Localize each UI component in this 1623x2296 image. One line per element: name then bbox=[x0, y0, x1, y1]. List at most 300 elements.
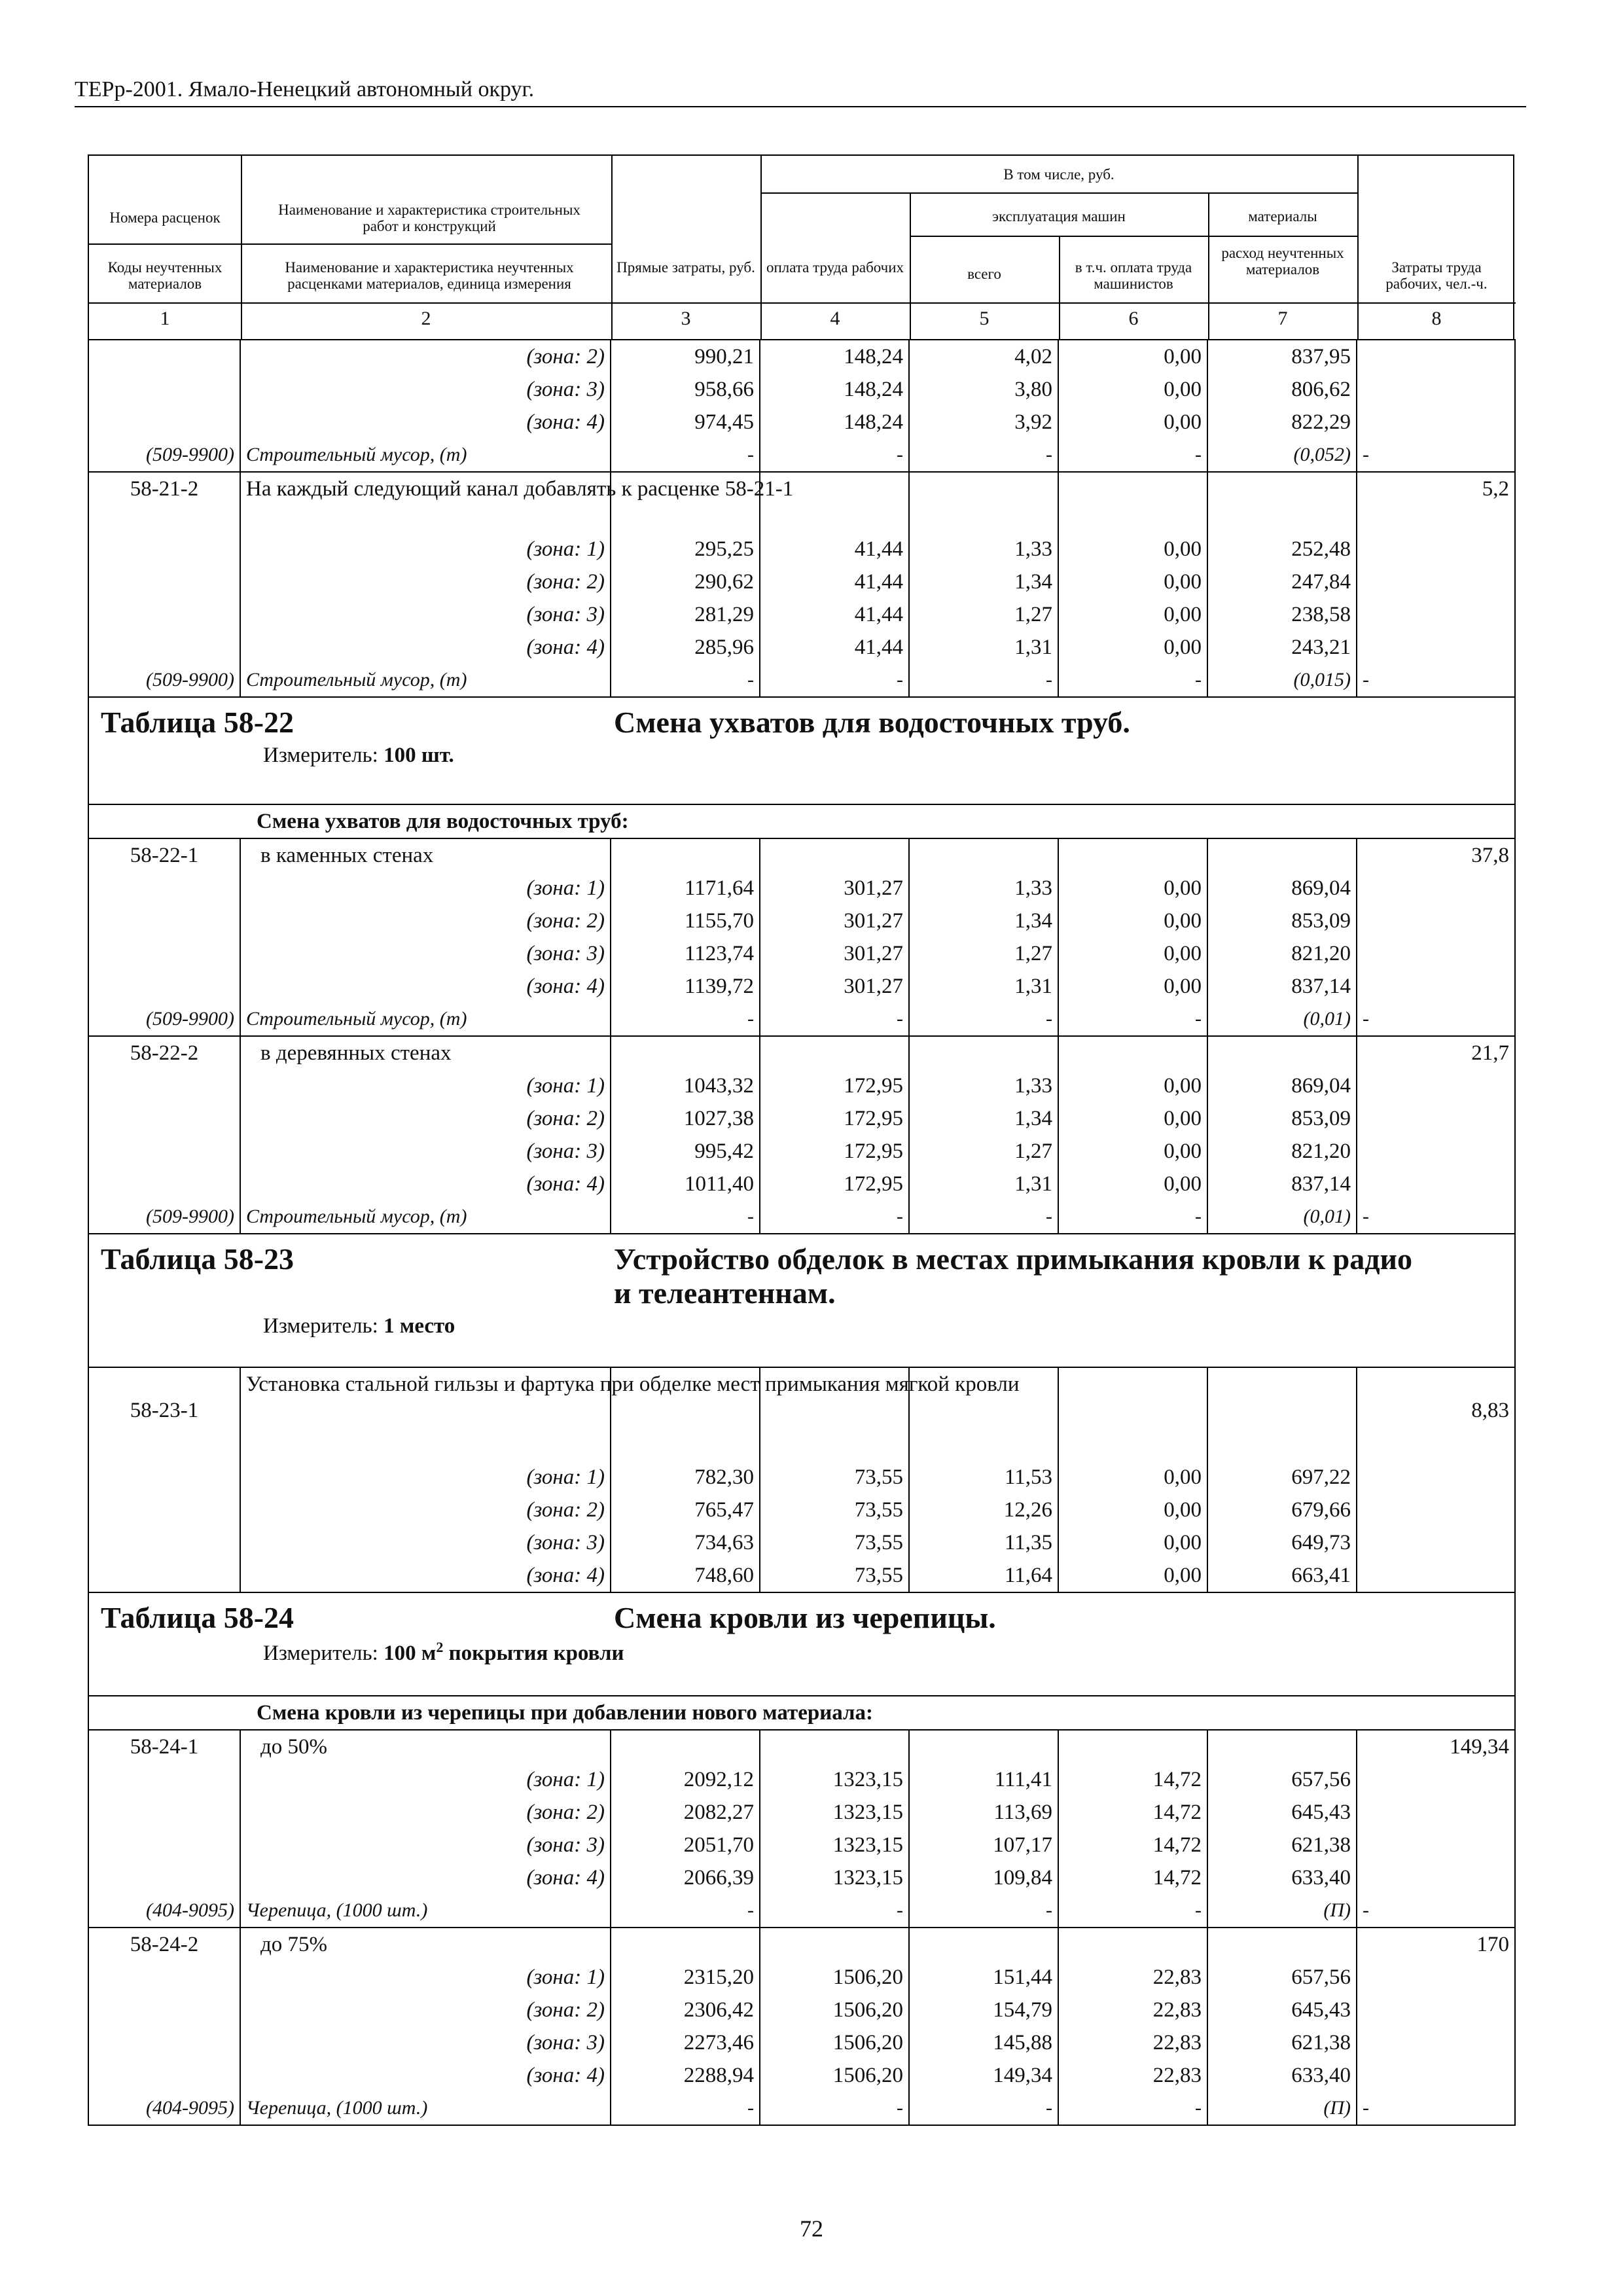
unaccounted-material-row bbox=[88, 1200, 1515, 1234]
rate-name: в деревянных стенах bbox=[240, 1036, 611, 1069]
material-code: (509-9900) bbox=[88, 439, 240, 472]
direct-cost: 1027,38 bbox=[611, 1102, 760, 1135]
materials: 837,14 bbox=[1207, 970, 1357, 1003]
direct-cost: 1043,32 bbox=[611, 1069, 760, 1102]
labor-wage: 41,44 bbox=[760, 631, 909, 664]
zone-label: (зона: 2) bbox=[240, 340, 611, 373]
direct-cost: 1011,40 bbox=[611, 1168, 760, 1200]
direct-cost: 2288,94 bbox=[611, 2059, 760, 2092]
machinists-wage: 0,00 bbox=[1058, 565, 1207, 598]
labor-wage: 172,95 bbox=[760, 1135, 909, 1168]
row-divider bbox=[760, 192, 1357, 194]
machinists-wage: 0,00 bbox=[1058, 373, 1207, 406]
zone-label: (зона: 3) bbox=[240, 598, 611, 631]
unaccounted-material-row bbox=[88, 2092, 1515, 2125]
col-number: 4 bbox=[830, 308, 840, 329]
direct-cost: 974,45 bbox=[611, 406, 760, 439]
machinists-wage: 0,00 bbox=[1058, 533, 1207, 565]
machines-total: 154,79 bbox=[909, 1994, 1058, 2026]
rates-table bbox=[88, 339, 1516, 2126]
table-row bbox=[88, 373, 1515, 406]
rate-code: 58-23-1 bbox=[88, 1367, 240, 1461]
column-numbers bbox=[88, 302, 1514, 340]
materials: 822,29 bbox=[1207, 406, 1357, 439]
zone-label: (зона: 1) bbox=[240, 1763, 611, 1796]
material-qty: (0,052) bbox=[1207, 439, 1357, 472]
materials: 247,84 bbox=[1207, 565, 1357, 598]
rate-code: 58-22-1 bbox=[88, 838, 240, 872]
unit-value-a: 100 м bbox=[383, 1641, 437, 1665]
dash: - bbox=[1357, 439, 1515, 472]
table-row bbox=[88, 2026, 1515, 2059]
machines-total: 11,53 bbox=[909, 1461, 1058, 1494]
dash: - bbox=[760, 2092, 909, 2125]
labor-wage: 1323,15 bbox=[760, 1829, 909, 1861]
zone-label: (зона: 4) bbox=[240, 1559, 611, 1592]
machines-total: 11,64 bbox=[909, 1559, 1058, 1592]
col-number: 6 bbox=[1128, 308, 1139, 329]
direct-cost: 1139,72 bbox=[611, 970, 760, 1003]
rate-code: 58-24-1 bbox=[88, 1730, 240, 1763]
code-cell bbox=[88, 340, 240, 373]
direct-cost: 782,30 bbox=[611, 1461, 760, 1494]
table-row bbox=[88, 838, 1515, 872]
labor-wage: 148,24 bbox=[760, 406, 909, 439]
machinists-wage: 0,00 bbox=[1058, 1494, 1207, 1526]
table-row bbox=[88, 970, 1515, 1003]
material-name: Строительный мусор, (т) bbox=[240, 439, 611, 472]
labor-wage: 41,44 bbox=[760, 533, 909, 565]
table-row bbox=[88, 937, 1515, 970]
zone-label: (зона: 2) bbox=[240, 1494, 611, 1526]
labor-wage: 301,27 bbox=[760, 937, 909, 970]
labor-hours: 8,83 bbox=[1357, 1367, 1515, 1461]
labor-wage: 41,44 bbox=[760, 598, 909, 631]
labor-hours: 5,2 bbox=[1357, 472, 1515, 533]
labor-hours: 37,8 bbox=[1357, 838, 1515, 872]
dash: - bbox=[909, 439, 1058, 472]
dash: - bbox=[909, 2092, 1058, 2125]
table-section-header bbox=[88, 1234, 1515, 1367]
unit-line bbox=[101, 744, 1503, 768]
labor-wage: 1323,15 bbox=[760, 1796, 909, 1829]
materials: 621,38 bbox=[1207, 1829, 1357, 1861]
table-row bbox=[88, 533, 1515, 565]
machinists-wage: 22,83 bbox=[1058, 1961, 1207, 1994]
machinists-wage: 0,00 bbox=[1058, 970, 1207, 1003]
col-number: 2 bbox=[421, 308, 431, 329]
machines-total: 151,44 bbox=[909, 1961, 1058, 1994]
rate-name: до 75% bbox=[240, 1928, 611, 1961]
material-name: Строительный мусор, (т) bbox=[240, 1200, 611, 1234]
zone-label: (зона: 4) bbox=[240, 1861, 611, 1894]
material-code: (509-9900) bbox=[88, 664, 240, 697]
unit-value bbox=[383, 1641, 624, 1665]
zone-label: (зона: 4) bbox=[240, 970, 611, 1003]
table-row bbox=[88, 2059, 1515, 2092]
materials: 663,41 bbox=[1207, 1559, 1357, 1592]
machinists-wage: 0,00 bbox=[1058, 1526, 1207, 1559]
table-number: Таблица 58-23 bbox=[101, 1242, 294, 1276]
rate-code: 58-21-2 bbox=[88, 472, 240, 533]
machines-total: 1,34 bbox=[909, 905, 1058, 937]
unit-line bbox=[101, 1639, 1503, 1666]
labor-hours: 21,7 bbox=[1357, 1036, 1515, 1069]
machinists-wage: 14,72 bbox=[1058, 1861, 1207, 1894]
materials: 657,56 bbox=[1207, 1763, 1357, 1796]
dash: - bbox=[1357, 1200, 1515, 1234]
unaccounted-material-row bbox=[88, 1003, 1515, 1036]
materials: 869,04 bbox=[1207, 1069, 1357, 1102]
running-header: ТЕРр-2001. Ямало-Ненецкий автономный округ. bbox=[75, 77, 535, 101]
dash: - bbox=[611, 1200, 760, 1234]
direct-cost: 734,63 bbox=[611, 1526, 760, 1559]
materials: 252,48 bbox=[1207, 533, 1357, 565]
direct-cost: 995,42 bbox=[611, 1135, 760, 1168]
zone-label: (зона: 1) bbox=[240, 1461, 611, 1494]
materials: 853,09 bbox=[1207, 905, 1357, 937]
machinists-wage: 0,00 bbox=[1058, 872, 1207, 905]
col1-top-label: Номера расценок bbox=[109, 209, 221, 226]
material-name: Черепица, (1000 шт.) bbox=[240, 2092, 611, 2125]
unit-label: Измеритель: bbox=[263, 744, 384, 767]
dash: - bbox=[760, 1894, 909, 1928]
zone-label: (зона: 3) bbox=[240, 2026, 611, 2059]
table-row bbox=[88, 340, 1515, 373]
table-row bbox=[88, 1928, 1515, 1961]
unaccounted-material-row bbox=[88, 664, 1515, 697]
unit-value-b: покрытия кровли bbox=[443, 1641, 624, 1665]
labor-wage: 172,95 bbox=[760, 1168, 909, 1200]
machinists-wage: 0,00 bbox=[1058, 406, 1207, 439]
direct-cost: 281,29 bbox=[611, 598, 760, 631]
row-divider bbox=[89, 243, 611, 245]
col2-bottom-label: Наименование и характеристика неучтенных расценками материалов, единица измерения bbox=[285, 259, 574, 292]
col-divider bbox=[241, 156, 242, 304]
unaccounted-material-row bbox=[88, 1894, 1515, 1928]
table-row bbox=[88, 1036, 1515, 1069]
unit-label: Измеритель: bbox=[263, 1641, 384, 1665]
zone-label: (зона: 2) bbox=[240, 1796, 611, 1829]
dash: - bbox=[760, 439, 909, 472]
col5-label: всего bbox=[967, 266, 1001, 282]
labor-wage: 172,95 bbox=[760, 1102, 909, 1135]
col7-label: расход неучтенных материалов bbox=[1221, 245, 1344, 278]
dash: - bbox=[1357, 1894, 1515, 1928]
dash: - bbox=[1058, 664, 1207, 697]
machines-total: 3,92 bbox=[909, 406, 1058, 439]
direct-cost: 2092,12 bbox=[611, 1763, 760, 1796]
materials: 853,09 bbox=[1207, 1102, 1357, 1135]
direct-cost: 2066,39 bbox=[611, 1861, 760, 1894]
machinists-wage: 14,72 bbox=[1058, 1763, 1207, 1796]
materials: 806,62 bbox=[1207, 373, 1357, 406]
machinists-wage: 0,00 bbox=[1058, 937, 1207, 970]
table-row bbox=[88, 1102, 1515, 1135]
rate-name: в каменных стенах bbox=[240, 838, 611, 872]
machinists-wage: 0,00 bbox=[1058, 1168, 1207, 1200]
table-row bbox=[88, 1135, 1515, 1168]
materials: 238,58 bbox=[1207, 598, 1357, 631]
labor-wage: 148,24 bbox=[760, 340, 909, 373]
machinists-wage: 0,00 bbox=[1058, 1135, 1207, 1168]
machinists-wage: 0,00 bbox=[1058, 631, 1207, 664]
table-row bbox=[88, 1994, 1515, 2026]
materials: 633,40 bbox=[1207, 1861, 1357, 1894]
table-row bbox=[88, 631, 1515, 664]
dash: - bbox=[611, 1003, 760, 1036]
zone-label: (зона: 3) bbox=[240, 373, 611, 406]
direct-cost: 2315,20 bbox=[611, 1961, 760, 1994]
table-title: Устройство обделок в местах примыкания кровли к радио и телеантеннам. bbox=[614, 1242, 1412, 1310]
machines-total: 1,31 bbox=[909, 1168, 1058, 1200]
machines-total: 107,17 bbox=[909, 1829, 1058, 1861]
materials: 645,43 bbox=[1207, 1796, 1357, 1829]
machines-total: 145,88 bbox=[909, 2026, 1058, 2059]
material-code: (509-9900) bbox=[88, 1003, 240, 1036]
machines-total: 1,33 bbox=[909, 1069, 1058, 1102]
materials: 869,04 bbox=[1207, 872, 1357, 905]
materials: 837,14 bbox=[1207, 1168, 1357, 1200]
machinists-wage: 14,72 bbox=[1058, 1829, 1207, 1861]
dash: - bbox=[611, 664, 760, 697]
col1-bottom-label: Коды неучтенных материалов bbox=[107, 259, 223, 292]
col-number: 1 bbox=[160, 308, 170, 329]
dash: - bbox=[1058, 1003, 1207, 1036]
direct-cost: 2273,46 bbox=[611, 2026, 760, 2059]
dash: - bbox=[611, 439, 760, 472]
machines-total: 4,02 bbox=[909, 340, 1058, 373]
col-divider bbox=[1357, 156, 1359, 304]
col6-label: в т.ч. оплата труда машинистов bbox=[1075, 259, 1192, 292]
machines-total: 109,84 bbox=[909, 1861, 1058, 1894]
table-row bbox=[88, 1069, 1515, 1102]
materials: 821,20 bbox=[1207, 1135, 1357, 1168]
table-section-header bbox=[88, 1592, 1515, 1696]
zone-label: (зона: 4) bbox=[240, 1168, 611, 1200]
labor-wage: 301,27 bbox=[760, 905, 909, 937]
zone-label: (зона: 2) bbox=[240, 565, 611, 598]
zone-label: (зона: 4) bbox=[240, 631, 611, 664]
table-number: Таблица 58-22 bbox=[101, 706, 294, 739]
materials-label: материалы bbox=[1248, 208, 1317, 224]
table-row bbox=[88, 472, 1515, 533]
machinists-wage: 22,83 bbox=[1058, 1994, 1207, 2026]
zone-label: (зона: 1) bbox=[240, 533, 611, 565]
zone-label: (зона: 3) bbox=[240, 1526, 611, 1559]
material-code: (509-9900) bbox=[88, 1200, 240, 1234]
dash: - bbox=[909, 664, 1058, 697]
machinists-wage: 22,83 bbox=[1058, 2026, 1207, 2059]
materials: 243,21 bbox=[1207, 631, 1357, 664]
direct-cost: 295,25 bbox=[611, 533, 760, 565]
material-qty: (П) bbox=[1207, 2092, 1357, 2125]
material-code: (404-9095) bbox=[88, 1894, 240, 1928]
direct-cost: 1155,70 bbox=[611, 905, 760, 937]
col-number: 7 bbox=[1277, 308, 1288, 329]
materials: 821,20 bbox=[1207, 937, 1357, 970]
labor-wage: 1506,20 bbox=[760, 2059, 909, 2092]
materials: 657,56 bbox=[1207, 1961, 1357, 1994]
labor-hours: 149,34 bbox=[1357, 1730, 1515, 1763]
direct-cost: 285,96 bbox=[611, 631, 760, 664]
machines-total: 1,34 bbox=[909, 565, 1058, 598]
labor-wage: 301,27 bbox=[760, 872, 909, 905]
material-name: Строительный мусор, (т) bbox=[240, 1003, 611, 1036]
table-row bbox=[88, 1494, 1515, 1526]
material-code: (404-9095) bbox=[88, 2092, 240, 2125]
table-row bbox=[88, 598, 1515, 631]
labor-wage: 1506,20 bbox=[760, 2026, 909, 2059]
dash: - bbox=[760, 664, 909, 697]
labor-wage: 301,27 bbox=[760, 970, 909, 1003]
table-row bbox=[88, 1961, 1515, 1994]
direct-cost: 290,62 bbox=[611, 565, 760, 598]
labor-wage: 1506,20 bbox=[760, 1994, 909, 2026]
dash: - bbox=[611, 2092, 760, 2125]
subgroup-title: Смена ухватов для водосточных труб: bbox=[88, 804, 1515, 838]
col3-label: Прямые затраты, руб. bbox=[616, 259, 755, 276]
labor-wage: 73,55 bbox=[760, 1559, 909, 1592]
table-row bbox=[88, 1861, 1515, 1894]
dash: - bbox=[909, 1200, 1058, 1234]
material-qty: (0,01) bbox=[1207, 1003, 1357, 1036]
materials: 633,40 bbox=[1207, 2059, 1357, 2092]
machines-total: 1,31 bbox=[909, 970, 1058, 1003]
material-qty: (0,01) bbox=[1207, 1200, 1357, 1234]
dash: - bbox=[1058, 1894, 1207, 1928]
machinists-wage: 0,00 bbox=[1058, 1461, 1207, 1494]
labor-hours bbox=[1357, 340, 1515, 373]
table-row bbox=[88, 1168, 1515, 1200]
materials: 645,43 bbox=[1207, 1994, 1357, 2026]
unit-line bbox=[101, 1314, 1503, 1338]
material-qty: (0,015) bbox=[1207, 664, 1357, 697]
direct-cost: 990,21 bbox=[611, 340, 760, 373]
col-number: 8 bbox=[1431, 308, 1442, 329]
machinists-wage: 14,72 bbox=[1058, 1796, 1207, 1829]
machines-total: 1,34 bbox=[909, 1102, 1058, 1135]
machinists-wage: 0,00 bbox=[1058, 905, 1207, 937]
materials: 679,66 bbox=[1207, 1494, 1357, 1526]
labor-wage: 73,55 bbox=[760, 1461, 909, 1494]
zone-label: (зона: 1) bbox=[240, 872, 611, 905]
machines-total: 1,33 bbox=[909, 872, 1058, 905]
labor-wage: 148,24 bbox=[760, 373, 909, 406]
col2-top-label: Наименование и характеристика строительных работ и конструкций bbox=[278, 202, 580, 234]
machinists-wage: 0,00 bbox=[1058, 1559, 1207, 1592]
material-name: Строительный мусор, (т) bbox=[240, 664, 611, 697]
machines-total: 1,27 bbox=[909, 1135, 1058, 1168]
dash: - bbox=[1058, 2092, 1207, 2125]
zone-label: (зона: 4) bbox=[240, 406, 611, 439]
rate-name: Установка стальной гильзы и фартука при обделке мест примыкания мягкой кровли bbox=[240, 1367, 611, 1461]
rate-name: до 50% bbox=[240, 1730, 611, 1763]
machines-total: 1,33 bbox=[909, 533, 1058, 565]
col-number: 3 bbox=[681, 308, 691, 329]
table-row bbox=[88, 1559, 1515, 1592]
direct-cost: 748,60 bbox=[611, 1559, 760, 1592]
machinists-wage: 0,00 bbox=[1058, 1069, 1207, 1102]
row-divider bbox=[1208, 236, 1357, 237]
subgroup-title: Смена кровли из черепицы при добавлении нового материала: bbox=[88, 1696, 1515, 1730]
direct-cost: 2082,27 bbox=[611, 1796, 760, 1829]
machines-total: 3,80 bbox=[909, 373, 1058, 406]
col-number: 5 bbox=[979, 308, 990, 329]
dash: - bbox=[760, 1003, 909, 1036]
material-qty: (П) bbox=[1207, 1894, 1357, 1928]
col8-label: Затраты труда рабочих, чел.-ч. bbox=[1385, 259, 1488, 292]
machinists-wage: 0,00 bbox=[1058, 1102, 1207, 1135]
unit-value: 1 место bbox=[383, 1314, 455, 1338]
machines-total: 113,69 bbox=[909, 1796, 1058, 1829]
table-number: Таблица 58-24 bbox=[101, 1601, 294, 1634]
machines-label: эксплуатация машин bbox=[992, 208, 1126, 224]
table-title: Смена ухватов для водосточных труб. bbox=[614, 706, 1130, 739]
zone-label: (зона: 3) bbox=[240, 1135, 611, 1168]
dash: - bbox=[760, 1200, 909, 1234]
machines-total: 1,27 bbox=[909, 598, 1058, 631]
labor-wage: 73,55 bbox=[760, 1494, 909, 1526]
unit-value: 100 шт. bbox=[383, 744, 454, 767]
direct-cost: 1123,74 bbox=[611, 937, 760, 970]
unit-label: Измеритель: bbox=[263, 1314, 384, 1338]
header-rule bbox=[75, 106, 1526, 107]
labor-wage: 172,95 bbox=[760, 1069, 909, 1102]
subgroup-row bbox=[88, 804, 1515, 838]
rates-table-body bbox=[88, 339, 1514, 2126]
col-divider bbox=[1059, 236, 1060, 304]
zone-label: (зона: 4) bbox=[240, 2059, 611, 2092]
machines-total: 11,35 bbox=[909, 1526, 1058, 1559]
table-row bbox=[88, 1796, 1515, 1829]
table-row bbox=[88, 1367, 1515, 1461]
dash: - bbox=[1058, 1200, 1207, 1234]
direct-cost: 765,47 bbox=[611, 1494, 760, 1526]
zone-label: (зона: 2) bbox=[240, 1102, 611, 1135]
materials: 621,38 bbox=[1207, 2026, 1357, 2059]
dash: - bbox=[909, 1003, 1058, 1036]
dash: - bbox=[909, 1894, 1058, 1928]
labor-wage: 1506,20 bbox=[760, 1961, 909, 1994]
table-row bbox=[88, 406, 1515, 439]
dash: - bbox=[1357, 2092, 1515, 2125]
row-divider bbox=[910, 236, 1208, 237]
machinists-wage: 0,00 bbox=[1058, 598, 1207, 631]
table-section-header bbox=[88, 697, 1515, 804]
table-title: Смена кровли из черепицы. bbox=[614, 1601, 996, 1634]
zone-label: (зона: 2) bbox=[240, 905, 611, 937]
dash: - bbox=[1357, 664, 1515, 697]
unaccounted-material-row bbox=[88, 439, 1515, 472]
direct-cost: 2306,42 bbox=[611, 1994, 760, 2026]
labor-wage: 1323,15 bbox=[760, 1763, 909, 1796]
table-row bbox=[88, 1526, 1515, 1559]
zone-label: (зона: 3) bbox=[240, 1829, 611, 1861]
group-label: В том числе, руб. bbox=[1003, 166, 1115, 183]
labor-wage: 41,44 bbox=[760, 565, 909, 598]
direct-cost: 958,66 bbox=[611, 373, 760, 406]
materials: 837,95 bbox=[1207, 340, 1357, 373]
direct-cost: 2051,70 bbox=[611, 1829, 760, 1861]
zone-label: (зона: 1) bbox=[240, 1961, 611, 1994]
subgroup-row bbox=[88, 1696, 1515, 1730]
machines-total: 1,31 bbox=[909, 631, 1058, 664]
material-name: Черепица, (1000 шт.) bbox=[240, 1894, 611, 1928]
unit-superscript: 2 bbox=[436, 1639, 444, 1655]
table-row bbox=[88, 872, 1515, 905]
labor-wage: 1323,15 bbox=[760, 1861, 909, 1894]
